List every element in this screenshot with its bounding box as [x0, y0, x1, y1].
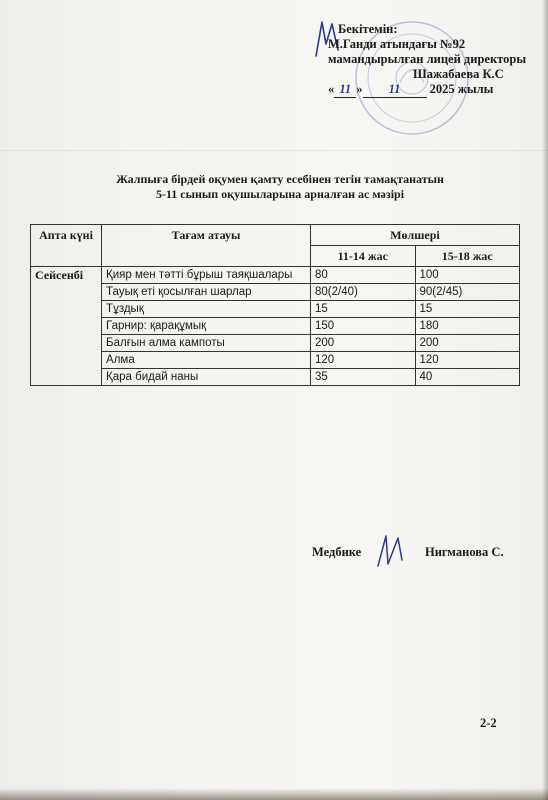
table-row — [31, 369, 520, 386]
amount-15-18-cell: 90(2/45) — [415, 284, 520, 301]
menu-table — [30, 224, 520, 386]
dish-cell: Балғын алма кампоты — [102, 335, 311, 352]
amount-15-18-cell: 15 — [415, 301, 520, 318]
nurse-name: Нигманова С. — [425, 545, 504, 559]
date-close-quote: » — [356, 82, 363, 96]
amount-15-18-cell: 40 — [415, 369, 520, 386]
date-year: 2025 жылы — [429, 82, 494, 96]
nurse-title: Медбике — [312, 545, 362, 559]
approval-heading: Бекітемін: — [338, 22, 398, 36]
header-age-15-18: 15-18 жас — [415, 246, 520, 267]
header-amount: Мөлшері — [311, 225, 520, 246]
amount-15-18-cell: 180 — [415, 318, 520, 335]
table-header-row — [31, 225, 520, 246]
amount-15-18-cell: 100 — [415, 267, 520, 284]
header-age-11-14: 11-14 жас — [311, 246, 415, 267]
amount-11-14-cell: 120 — [311, 352, 415, 369]
date-open-quote: « — [328, 82, 335, 96]
amount-11-14-cell: 150 — [311, 318, 415, 335]
dish-cell: Тауық еті қосылған шарлар — [102, 284, 311, 301]
amount-11-14-cell: 80(2/40) — [311, 284, 415, 301]
amount-15-18-cell: 200 — [415, 335, 520, 352]
dish-cell: Гарнир: қарақұмық — [102, 318, 311, 335]
approval-school: М.Ганди атындағы №92 — [328, 37, 466, 51]
dish-cell: Тұздық — [102, 301, 311, 318]
date-day: 11 — [334, 82, 356, 98]
approval-position: мамандырылған лицей директоры — [328, 52, 527, 66]
table-row — [31, 352, 520, 369]
paper-fold — [0, 150, 548, 151]
date-month: 11 — [363, 82, 427, 98]
dish-cell: Қара бидай наны — [102, 369, 311, 386]
amount-11-14-cell: 200 — [311, 335, 415, 352]
approval-block — [328, 22, 528, 98]
day-cell: Сейсенбі — [31, 267, 102, 386]
amount-11-14-cell: 15 — [311, 301, 415, 318]
amount-11-14-cell: 35 — [311, 369, 415, 386]
menu-title — [60, 172, 500, 202]
paper-edge-shadow — [542, 0, 548, 800]
table-row — [31, 301, 520, 318]
menu-title-line2: 5-11 сынып оқушыларына арналған ас мәзірі — [155, 187, 405, 201]
amount-15-18-cell: 120 — [415, 352, 520, 369]
header-day: Апта күні — [31, 225, 102, 267]
table-row — [31, 267, 520, 284]
approval-director-name: Шажабаева К.С — [413, 67, 504, 81]
desk-edge — [0, 788, 548, 800]
approval-date — [328, 82, 528, 98]
dish-cell: Алма — [102, 352, 311, 369]
header-dish: Тағам атауы — [102, 225, 311, 267]
dish-cell: Қияр мен тәтті бұрыш таяқшалары — [102, 267, 311, 284]
table-row — [31, 318, 520, 335]
table-row — [31, 284, 520, 301]
menu-title-line1: Жалпыға бірдей оқумен қамту есебінен тегін тамақтанатын — [116, 172, 444, 186]
nurse-signature — [372, 530, 412, 572]
amount-11-14-cell: 80 — [311, 267, 415, 284]
table-row — [31, 335, 520, 352]
page-number: 2-2 — [480, 716, 497, 730]
